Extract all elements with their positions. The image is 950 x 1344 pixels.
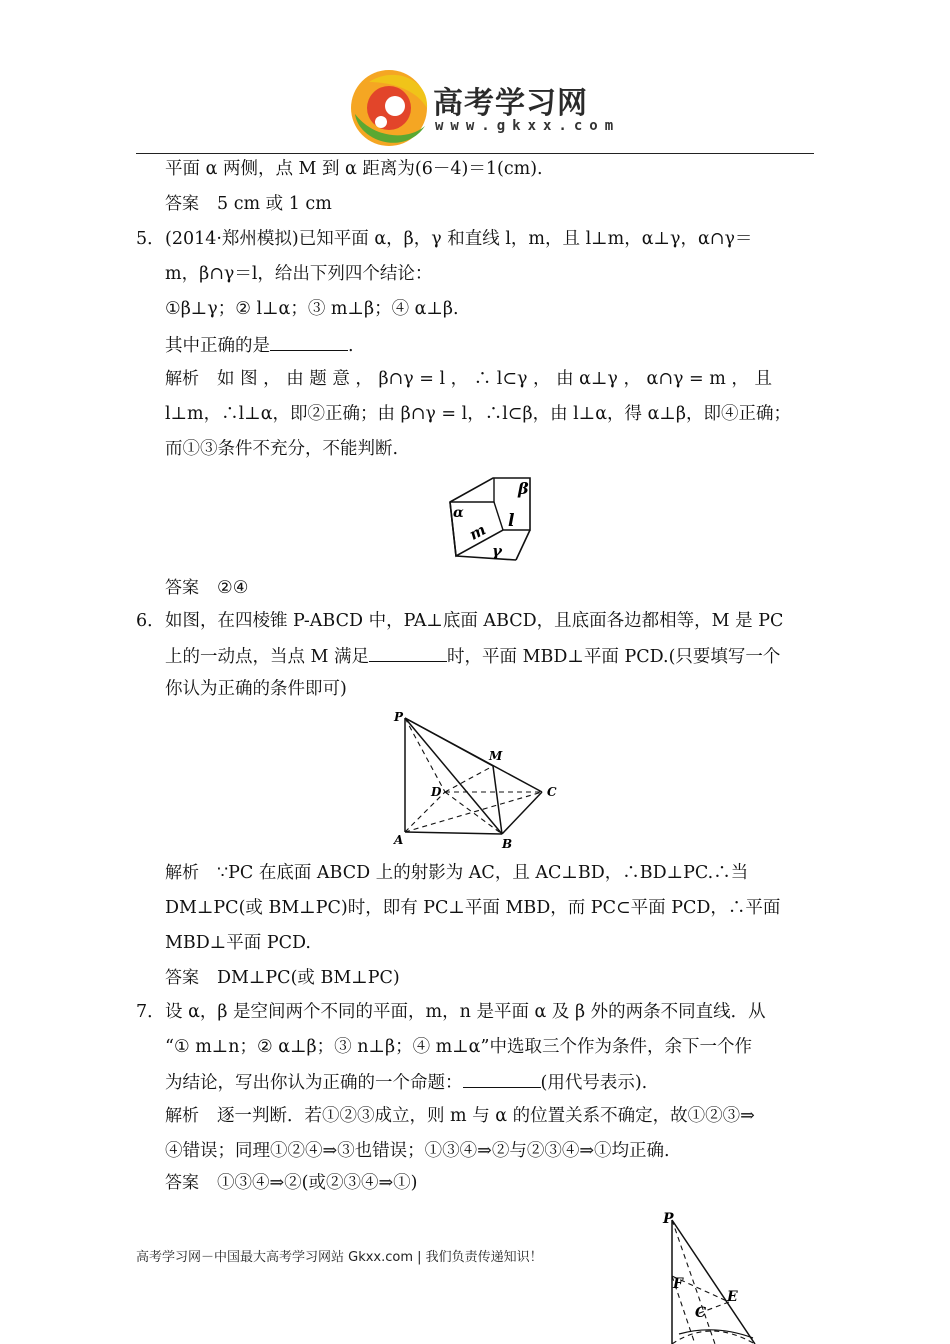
q6-number: 6． [136,611,165,631]
label-P: P [394,710,404,724]
q5-prompt-end: . [348,336,354,356]
solution-label: 解析 [165,1106,199,1126]
header-rule [136,153,814,154]
label-P: P [663,1211,674,1227]
q5-options: ①β⊥γ；② l⊥α；③ m⊥β；④ α⊥β. [165,299,459,319]
label-beta: β [518,479,529,498]
q5-prompt-text: 其中正确的是 [165,336,270,356]
q7-stem-line1: 设 α，β 是空间两个不同的平面，m，n 是平面 α 及 β 外的两条不同直线．从 [165,1002,766,1022]
solution-label: 解析 [165,369,199,389]
label-C: C [547,785,557,799]
answer-value: ②④ [217,578,249,598]
q7-number: 7． [136,1002,165,1022]
q5-stem-line1: (2014·郑州模拟)已知平面 α，β，γ 和直线 l，m，且 l⊥m，α⊥γ，α∩γ＝ [165,229,753,249]
q6-solution-line1 [165,861,748,885]
q7-answer [165,1171,417,1195]
answer-label: 答案 [165,968,199,988]
pyramid-figure [390,708,570,850]
q6-stem-line1: 如图，在四棱锥 P-ABCD 中，PA⊥底面 ABCD，且底面各边都相等，M 是 PC [165,611,784,631]
logo-title: 高考学习网 [433,86,588,121]
q4-solution-end: 平面 α 两侧，点 M 到 α 距离为(6－4)＝1(cm). [165,159,543,179]
label-alpha: α [453,505,464,521]
answer-value: 5 cm 或 1 cm [217,194,332,214]
q5-prompt [165,332,354,358]
page-footer: 高考学习网－中国最大高考学习网站 Gkxx.com | 我们负责传递知识！ [136,1250,543,1265]
logo-url: www.gkxx.com [435,118,621,134]
q6-stem-line2 [165,643,780,669]
q6-solution-line2: DM⊥PC(或 BM⊥PC)时，即有 PC⊥平面 MBD，而 PC⊂平面 PCD，∴平面 [165,898,781,918]
label-F: F [673,1276,683,1292]
answer-blank [463,1069,541,1088]
answer-label: 答案 [165,1173,199,1193]
label-M: M [489,749,503,763]
label-D: D [431,785,442,799]
q5-number: 5． [136,229,165,249]
q6-answer [165,966,400,990]
label-m: m [466,520,489,544]
answer-blank [270,332,348,351]
q6-stem-part-a: 上的一动点，当点 M 满足 [165,647,370,667]
solution-text: 如 图 ， 由 题 意 ， β∩γ = l ， ∴ l⊂γ ， 由 α⊥γ ， α∩γ = m ， 且 [217,369,772,389]
q6-solution-line3: MBD⊥平面 PCD. [165,933,311,953]
answer-label: 答案 [165,578,199,598]
label-A: A [394,833,404,847]
q5-solution-line1 [165,367,772,391]
label-C: C [695,1305,707,1321]
q6-stem-line3: 你认为正确的条件即可) [165,679,347,699]
q7-stem-part-b: (用代号表示). [540,1073,648,1093]
logo-swirl-icon [345,64,435,154]
q7-solution-line2: ④错误；同理①②④⇒③也错误；①③④⇒②与②③④⇒①均正确. [165,1141,670,1161]
answer-label: 答案 [165,194,199,214]
q7-stem-line2: “① m⊥n；② α⊥β；③ n⊥β；④ m⊥α”中选取三个作为条件，余下一个作 [165,1037,752,1057]
answer-blank [369,643,447,662]
tetrahedron-figure [655,1206,775,1344]
solution-text: 逐一判断．若①②③成立，则 m 与 α 的位置关系不确定，故①②③⇒ [217,1106,755,1126]
label-B: B [502,837,513,850]
site-logo [345,64,621,154]
q5-solution-line2: l⊥m，∴l⊥α，即②正确；由 β∩γ = l，∴l⊂β，由 l⊥α，得 α⊥β，即④正确； [165,404,791,424]
solution-label: 解析 [165,863,199,883]
q7-stem-line3 [165,1069,647,1095]
label-E: E [727,1289,738,1305]
q5-stem-line2: m，β∩γ＝l，给出下列四个结论： [165,264,433,284]
solution-text: ∵PC 在底面 ABCD 上的射影为 AC，且 AC⊥BD，∴BD⊥PC.∴当 [217,863,749,883]
answer-value: ①③④⇒②(或②③④⇒①) [217,1173,418,1193]
planes-figure [440,474,540,568]
label-l: l [508,511,515,531]
answer-value: DM⊥PC(或 BM⊥PC) [217,968,400,988]
q6-stem-part-b: 时，平面 MBD⊥平面 PCD.(只要填写一个 [447,647,781,667]
q7-stem-part-a: 为结论，写出你认为正确的一个命题： [165,1073,463,1093]
label-gamma: γ [492,542,502,560]
q5-answer [165,576,248,600]
q4-answer [165,192,332,216]
q5-solution-line3: 而①③条件不充分，不能判断. [165,439,399,459]
q7-solution-line1 [165,1104,755,1128]
